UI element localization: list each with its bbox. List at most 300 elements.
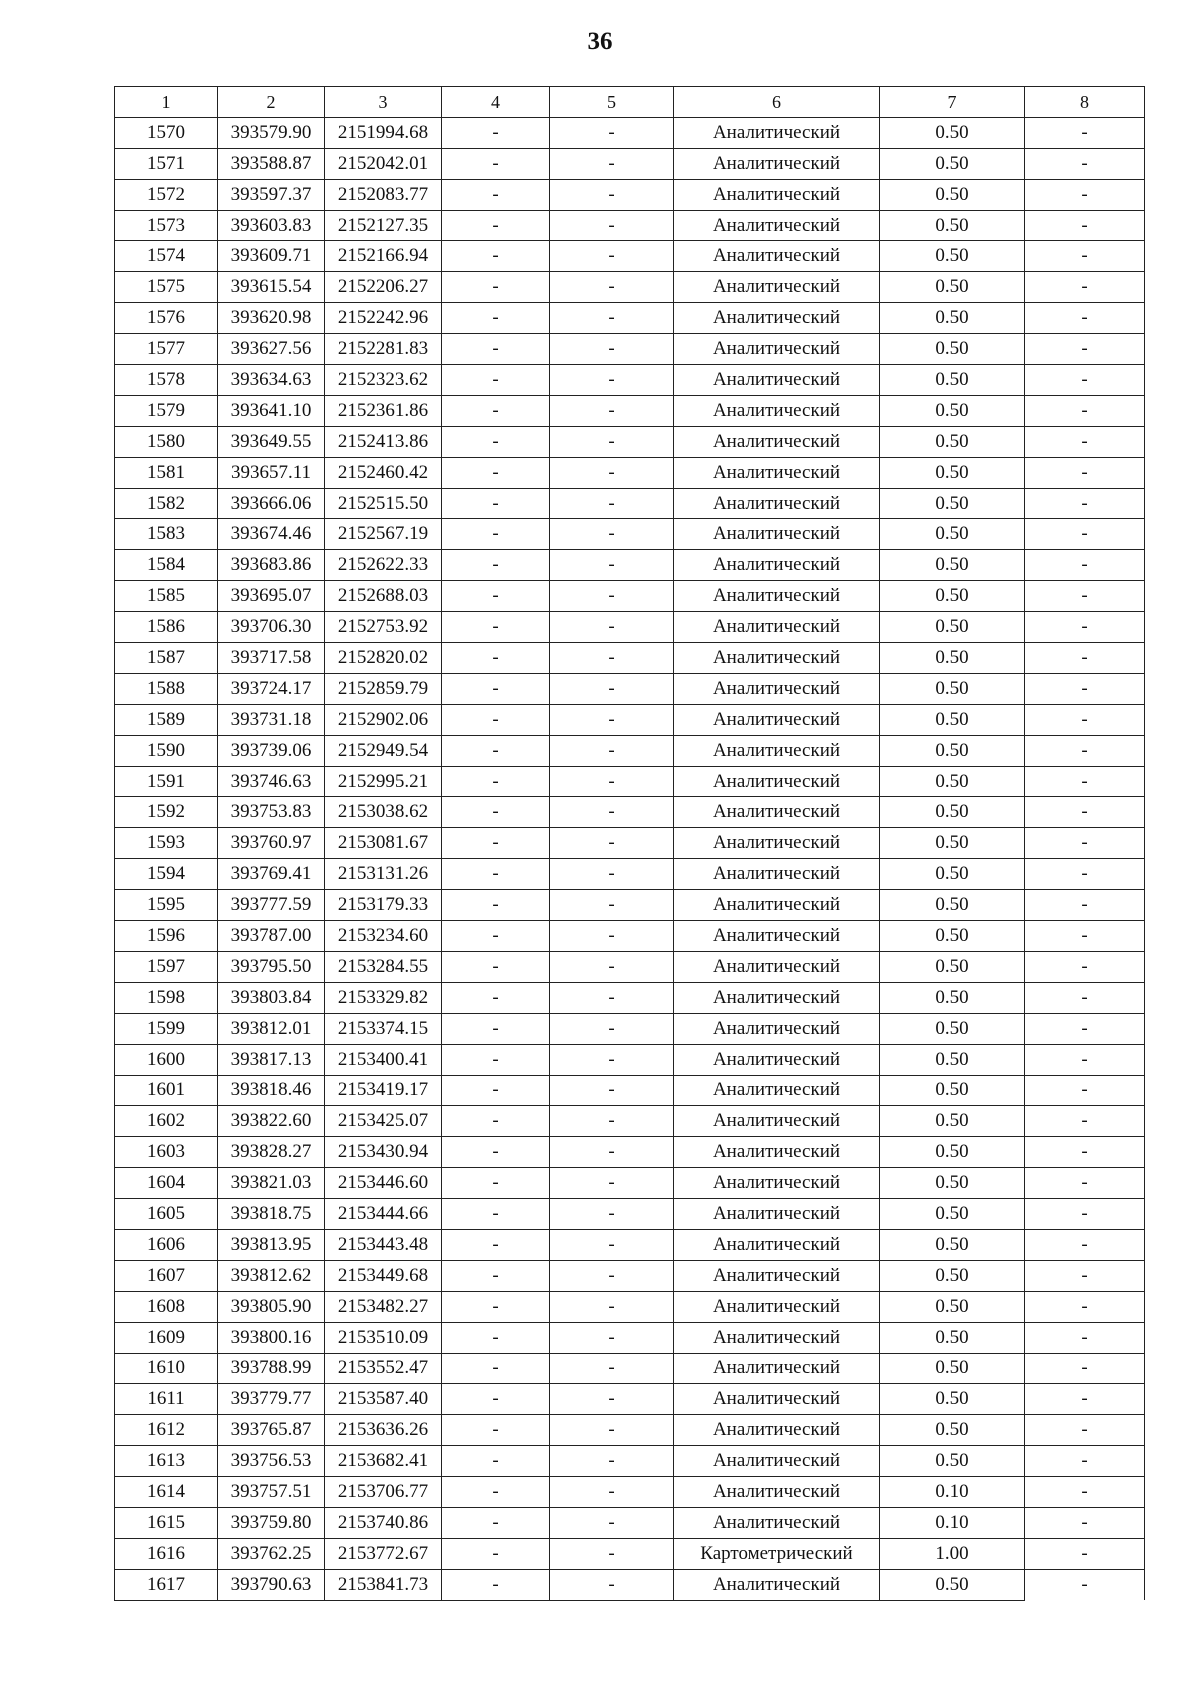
- col4-cell: -: [442, 272, 550, 303]
- x-coordinate-cell: 393762.25: [218, 1538, 325, 1569]
- col5-cell: -: [550, 1384, 674, 1415]
- col8-cell: -: [1025, 1229, 1145, 1260]
- accuracy-cell: 0.50: [880, 179, 1025, 210]
- x-coordinate-cell: 393805.90: [218, 1291, 325, 1322]
- x-coordinate-cell: 393790.63: [218, 1569, 325, 1600]
- table-row: [115, 1106, 1145, 1137]
- col8-cell: -: [1025, 921, 1145, 952]
- accuracy-cell: 0.50: [880, 272, 1025, 303]
- col8-cell: -: [1025, 1168, 1145, 1199]
- col8-cell: -: [1025, 859, 1145, 890]
- col5-cell: -: [550, 1075, 674, 1106]
- y-coordinate-cell: 2153772.67: [325, 1538, 442, 1569]
- table-row: [115, 550, 1145, 581]
- accuracy-cell: 0.50: [880, 828, 1025, 859]
- point-number-cell: 1581: [115, 457, 218, 488]
- method-cell: Аналитический: [674, 1260, 880, 1291]
- point-number-cell: 1591: [115, 766, 218, 797]
- x-coordinate-cell: 393674.46: [218, 519, 325, 550]
- accuracy-cell: 0.50: [880, 766, 1025, 797]
- col8-cell: -: [1025, 1384, 1145, 1415]
- accuracy-cell: 0.50: [880, 1044, 1025, 1075]
- col4-cell: -: [442, 1044, 550, 1075]
- y-coordinate-cell: 2152859.79: [325, 673, 442, 704]
- accuracy-cell: 0.50: [880, 673, 1025, 704]
- col5-cell: -: [550, 241, 674, 272]
- accuracy-cell: 0.50: [880, 395, 1025, 426]
- y-coordinate-cell: 2152567.19: [325, 519, 442, 550]
- col5-cell: -: [550, 488, 674, 519]
- table-row: [115, 704, 1145, 735]
- table-row: [115, 210, 1145, 241]
- col4-cell: -: [442, 1168, 550, 1199]
- accuracy-cell: 0.10: [880, 1507, 1025, 1538]
- y-coordinate-cell: 2152622.33: [325, 550, 442, 581]
- table-row: [115, 1260, 1145, 1291]
- method-cell: Аналитический: [674, 1569, 880, 1600]
- accuracy-cell: 0.50: [880, 890, 1025, 921]
- accuracy-cell: 0.50: [880, 921, 1025, 952]
- method-cell: Аналитический: [674, 426, 880, 457]
- table-row: [115, 1446, 1145, 1477]
- table-row: [115, 612, 1145, 643]
- col8-cell: -: [1025, 828, 1145, 859]
- method-cell: Аналитический: [674, 303, 880, 334]
- x-coordinate-cell: 393603.83: [218, 210, 325, 241]
- accuracy-cell: 0.50: [880, 612, 1025, 643]
- method-cell: Аналитический: [674, 179, 880, 210]
- col8-cell: -: [1025, 766, 1145, 797]
- col4-cell: -: [442, 1384, 550, 1415]
- point-number-cell: 1611: [115, 1384, 218, 1415]
- table-row: [115, 1075, 1145, 1106]
- x-coordinate-cell: 393821.03: [218, 1168, 325, 1199]
- accuracy-cell: 0.50: [880, 1075, 1025, 1106]
- col4-cell: -: [442, 612, 550, 643]
- col8-cell: -: [1025, 1477, 1145, 1508]
- table-row: [115, 457, 1145, 488]
- col5-cell: -: [550, 1044, 674, 1075]
- col4-cell: -: [442, 951, 550, 982]
- accuracy-cell: 0.50: [880, 1137, 1025, 1168]
- col5-cell: -: [550, 1260, 674, 1291]
- table-row: [115, 1384, 1145, 1415]
- accuracy-cell: 0.50: [880, 1446, 1025, 1477]
- col5-cell: -: [550, 1168, 674, 1199]
- point-number-cell: 1613: [115, 1446, 218, 1477]
- y-coordinate-cell: 2153682.41: [325, 1446, 442, 1477]
- point-number-cell: 1599: [115, 1013, 218, 1044]
- x-coordinate-cell: 393812.01: [218, 1013, 325, 1044]
- y-coordinate-cell: 2152902.06: [325, 704, 442, 735]
- y-coordinate-cell: 2153841.73: [325, 1569, 442, 1600]
- column-header: 7: [880, 87, 1025, 118]
- table-row: [115, 828, 1145, 859]
- method-cell: Аналитический: [674, 1013, 880, 1044]
- col4-cell: -: [442, 1353, 550, 1384]
- col4-cell: -: [442, 735, 550, 766]
- method-cell: Аналитический: [674, 581, 880, 612]
- method-cell: Аналитический: [674, 1168, 880, 1199]
- x-coordinate-cell: 393779.77: [218, 1384, 325, 1415]
- point-number-cell: 1610: [115, 1353, 218, 1384]
- col5-cell: -: [550, 117, 674, 148]
- col8-cell: -: [1025, 550, 1145, 581]
- table-row: [115, 982, 1145, 1013]
- point-number-cell: 1604: [115, 1168, 218, 1199]
- accuracy-cell: 0.50: [880, 457, 1025, 488]
- y-coordinate-cell: 2152127.35: [325, 210, 442, 241]
- col4-cell: -: [442, 766, 550, 797]
- table-row: [115, 1044, 1145, 1075]
- y-coordinate-cell: 2153131.26: [325, 859, 442, 890]
- table-row: [115, 951, 1145, 982]
- col5-cell: -: [550, 148, 674, 179]
- method-cell: Аналитический: [674, 488, 880, 519]
- y-coordinate-cell: 2152206.27: [325, 272, 442, 303]
- col5-cell: -: [550, 735, 674, 766]
- point-number-cell: 1578: [115, 365, 218, 396]
- accuracy-cell: 0.50: [880, 1569, 1025, 1600]
- col5-cell: -: [550, 951, 674, 982]
- point-number-cell: 1603: [115, 1137, 218, 1168]
- col4-cell: -: [442, 179, 550, 210]
- y-coordinate-cell: 2152515.50: [325, 488, 442, 519]
- accuracy-cell: 0.50: [880, 859, 1025, 890]
- accuracy-cell: 0.50: [880, 334, 1025, 365]
- x-coordinate-cell: 393706.30: [218, 612, 325, 643]
- method-cell: Аналитический: [674, 643, 880, 674]
- point-number-cell: 1575: [115, 272, 218, 303]
- method-cell: Аналитический: [674, 828, 880, 859]
- col4-cell: -: [442, 921, 550, 952]
- col5-cell: -: [550, 519, 674, 550]
- col4-cell: -: [442, 519, 550, 550]
- col4-cell: -: [442, 148, 550, 179]
- method-cell: Аналитический: [674, 1384, 880, 1415]
- y-coordinate-cell: 2153510.09: [325, 1322, 442, 1353]
- y-coordinate-cell: 2153443.48: [325, 1229, 442, 1260]
- y-coordinate-cell: 2153374.15: [325, 1013, 442, 1044]
- x-coordinate-cell: 393588.87: [218, 148, 325, 179]
- x-coordinate-cell: 393756.53: [218, 1446, 325, 1477]
- col8-cell: -: [1025, 303, 1145, 334]
- y-coordinate-cell: 2153430.94: [325, 1137, 442, 1168]
- table-row: [115, 890, 1145, 921]
- table-row: [115, 1199, 1145, 1230]
- col5-cell: -: [550, 1229, 674, 1260]
- col8-cell: -: [1025, 519, 1145, 550]
- y-coordinate-cell: 2152242.96: [325, 303, 442, 334]
- accuracy-cell: 0.50: [880, 303, 1025, 334]
- accuracy-cell: 0.50: [880, 241, 1025, 272]
- col5-cell: -: [550, 921, 674, 952]
- x-coordinate-cell: 393818.75: [218, 1199, 325, 1230]
- y-coordinate-cell: 2153587.40: [325, 1384, 442, 1415]
- col4-cell: -: [442, 1538, 550, 1569]
- column-header: 8: [1025, 87, 1145, 118]
- col4-cell: -: [442, 365, 550, 396]
- col4-cell: -: [442, 859, 550, 890]
- col8-cell: -: [1025, 457, 1145, 488]
- x-coordinate-cell: 393817.13: [218, 1044, 325, 1075]
- x-coordinate-cell: 393787.00: [218, 921, 325, 952]
- column-header: 2: [218, 87, 325, 118]
- accuracy-cell: 0.50: [880, 550, 1025, 581]
- point-number-cell: 1597: [115, 951, 218, 982]
- method-cell: Аналитический: [674, 982, 880, 1013]
- x-coordinate-cell: 393753.83: [218, 797, 325, 828]
- col4-cell: -: [442, 241, 550, 272]
- x-coordinate-cell: 393739.06: [218, 735, 325, 766]
- point-number-cell: 1576: [115, 303, 218, 334]
- col5-cell: -: [550, 179, 674, 210]
- method-cell: Аналитический: [674, 673, 880, 704]
- method-cell: Аналитический: [674, 1137, 880, 1168]
- col5-cell: -: [550, 1106, 674, 1137]
- y-coordinate-cell: 2153234.60: [325, 921, 442, 952]
- col4-cell: -: [442, 982, 550, 1013]
- point-number-cell: 1612: [115, 1415, 218, 1446]
- accuracy-cell: 0.50: [880, 951, 1025, 982]
- x-coordinate-cell: 393803.84: [218, 982, 325, 1013]
- table-row: [115, 179, 1145, 210]
- x-coordinate-cell: 393765.87: [218, 1415, 325, 1446]
- accuracy-cell: 0.50: [880, 1291, 1025, 1322]
- col8-cell: -: [1025, 210, 1145, 241]
- col4-cell: -: [442, 673, 550, 704]
- x-coordinate-cell: 393597.37: [218, 179, 325, 210]
- x-coordinate-cell: 393724.17: [218, 673, 325, 704]
- point-number-cell: 1592: [115, 797, 218, 828]
- table-row: [115, 334, 1145, 365]
- y-coordinate-cell: 2153449.68: [325, 1260, 442, 1291]
- point-number-cell: 1589: [115, 704, 218, 735]
- col8-cell: -: [1025, 334, 1145, 365]
- col4-cell: -: [442, 890, 550, 921]
- col4-cell: -: [442, 395, 550, 426]
- col4-cell: -: [442, 643, 550, 674]
- col4-cell: -: [442, 1322, 550, 1353]
- accuracy-cell: 0.50: [880, 704, 1025, 735]
- y-coordinate-cell: 2153284.55: [325, 951, 442, 982]
- x-coordinate-cell: 393579.90: [218, 117, 325, 148]
- method-cell: Аналитический: [674, 117, 880, 148]
- method-cell: Аналитический: [674, 951, 880, 982]
- col8-cell: -: [1025, 797, 1145, 828]
- col4-cell: -: [442, 797, 550, 828]
- col8-cell: -: [1025, 1260, 1145, 1291]
- col4-cell: -: [442, 1446, 550, 1477]
- column-header: 5: [550, 87, 674, 118]
- table-row: [115, 426, 1145, 457]
- col5-cell: -: [550, 612, 674, 643]
- point-number-cell: 1573: [115, 210, 218, 241]
- col8-cell: -: [1025, 1137, 1145, 1168]
- point-number-cell: 1570: [115, 117, 218, 148]
- table-row: [115, 766, 1145, 797]
- y-coordinate-cell: 2152995.21: [325, 766, 442, 797]
- col5-cell: -: [550, 334, 674, 365]
- col8-cell: -: [1025, 612, 1145, 643]
- point-number-cell: 1579: [115, 395, 218, 426]
- point-number-cell: 1572: [115, 179, 218, 210]
- page-number: 36: [587, 28, 613, 55]
- col8-cell: -: [1025, 735, 1145, 766]
- point-number-cell: 1598: [115, 982, 218, 1013]
- col8-cell: -: [1025, 1569, 1145, 1600]
- table-row: [115, 1291, 1145, 1322]
- accuracy-cell: 1.00: [880, 1538, 1025, 1569]
- y-coordinate-cell: 2152281.83: [325, 334, 442, 365]
- col5-cell: -: [550, 1199, 674, 1230]
- x-coordinate-cell: 393641.10: [218, 395, 325, 426]
- col4-cell: -: [442, 1137, 550, 1168]
- table-row: [115, 735, 1145, 766]
- point-number-cell: 1606: [115, 1229, 218, 1260]
- point-number-cell: 1580: [115, 426, 218, 457]
- col8-cell: -: [1025, 179, 1145, 210]
- table-row: [115, 272, 1145, 303]
- method-cell: Аналитический: [674, 1322, 880, 1353]
- col4-cell: -: [442, 550, 550, 581]
- table-row: [115, 1415, 1145, 1446]
- y-coordinate-cell: 2152949.54: [325, 735, 442, 766]
- col5-cell: -: [550, 1137, 674, 1168]
- accuracy-cell: 0.50: [880, 1199, 1025, 1230]
- point-number-cell: 1600: [115, 1044, 218, 1075]
- table-header-row: [115, 87, 1145, 118]
- col5-cell: -: [550, 365, 674, 396]
- point-number-cell: 1609: [115, 1322, 218, 1353]
- col5-cell: -: [550, 1013, 674, 1044]
- x-coordinate-cell: 393822.60: [218, 1106, 325, 1137]
- col4-cell: -: [442, 1477, 550, 1508]
- table-row: [115, 148, 1145, 179]
- table-row: [115, 1353, 1145, 1384]
- col5-cell: -: [550, 982, 674, 1013]
- table-row: [115, 1013, 1145, 1044]
- col8-cell: -: [1025, 982, 1145, 1013]
- col4-cell: -: [442, 1075, 550, 1106]
- method-cell: Аналитический: [674, 1477, 880, 1508]
- col5-cell: -: [550, 1291, 674, 1322]
- method-cell: Аналитический: [674, 1044, 880, 1075]
- col4-cell: -: [442, 704, 550, 735]
- y-coordinate-cell: 2152688.03: [325, 581, 442, 612]
- y-coordinate-cell: 2151994.68: [325, 117, 442, 148]
- x-coordinate-cell: 393769.41: [218, 859, 325, 890]
- x-coordinate-cell: 393683.86: [218, 550, 325, 581]
- method-cell: Аналитический: [674, 1353, 880, 1384]
- col8-cell: -: [1025, 951, 1145, 982]
- accuracy-cell: 0.50: [880, 365, 1025, 396]
- x-coordinate-cell: 393800.16: [218, 1322, 325, 1353]
- col4-cell: -: [442, 1199, 550, 1230]
- col5-cell: -: [550, 890, 674, 921]
- accuracy-cell: 0.50: [880, 426, 1025, 457]
- y-coordinate-cell: 2153425.07: [325, 1106, 442, 1137]
- table-row: [115, 1538, 1145, 1569]
- col5-cell: -: [550, 797, 674, 828]
- x-coordinate-cell: 393788.99: [218, 1353, 325, 1384]
- table-row: [115, 395, 1145, 426]
- col5-cell: -: [550, 395, 674, 426]
- point-number-cell: 1593: [115, 828, 218, 859]
- point-number-cell: 1602: [115, 1106, 218, 1137]
- method-cell: Аналитический: [674, 797, 880, 828]
- col8-cell: -: [1025, 1291, 1145, 1322]
- y-coordinate-cell: 2153446.60: [325, 1168, 442, 1199]
- col8-cell: -: [1025, 643, 1145, 674]
- point-number-cell: 1583: [115, 519, 218, 550]
- col8-cell: -: [1025, 272, 1145, 303]
- x-coordinate-cell: 393649.55: [218, 426, 325, 457]
- point-number-cell: 1585: [115, 581, 218, 612]
- col8-cell: -: [1025, 1415, 1145, 1446]
- accuracy-cell: 0.50: [880, 519, 1025, 550]
- point-number-cell: 1601: [115, 1075, 218, 1106]
- accuracy-cell: 0.50: [880, 1353, 1025, 1384]
- table-row: [115, 581, 1145, 612]
- accuracy-cell: 0.50: [880, 210, 1025, 241]
- point-number-cell: 1587: [115, 643, 218, 674]
- col5-cell: -: [550, 704, 674, 735]
- method-cell: Аналитический: [674, 272, 880, 303]
- col5-cell: -: [550, 426, 674, 457]
- x-coordinate-cell: 393634.63: [218, 365, 325, 396]
- table-row: [115, 1507, 1145, 1538]
- col5-cell: -: [550, 1415, 674, 1446]
- point-number-cell: 1590: [115, 735, 218, 766]
- x-coordinate-cell: 393731.18: [218, 704, 325, 735]
- point-number-cell: 1577: [115, 334, 218, 365]
- y-coordinate-cell: 2153636.26: [325, 1415, 442, 1446]
- col5-cell: -: [550, 1477, 674, 1508]
- x-coordinate-cell: 393746.63: [218, 766, 325, 797]
- table-row: [115, 673, 1145, 704]
- accuracy-cell: 0.50: [880, 581, 1025, 612]
- accuracy-cell: 0.50: [880, 488, 1025, 519]
- accuracy-cell: 0.50: [880, 735, 1025, 766]
- point-number-cell: 1608: [115, 1291, 218, 1322]
- method-cell: Аналитический: [674, 766, 880, 797]
- y-coordinate-cell: 2153179.33: [325, 890, 442, 921]
- x-coordinate-cell: 393759.80: [218, 1507, 325, 1538]
- col5-cell: -: [550, 1538, 674, 1569]
- table-row: [115, 859, 1145, 890]
- accuracy-cell: 0.50: [880, 1415, 1025, 1446]
- accuracy-cell: 0.50: [880, 148, 1025, 179]
- col5-cell: -: [550, 673, 674, 704]
- col5-cell: -: [550, 550, 674, 581]
- method-cell: Аналитический: [674, 859, 880, 890]
- accuracy-cell: 0.50: [880, 1106, 1025, 1137]
- col8-cell: -: [1025, 1199, 1145, 1230]
- method-cell: Аналитический: [674, 395, 880, 426]
- y-coordinate-cell: 2152361.86: [325, 395, 442, 426]
- table-row: [115, 1322, 1145, 1353]
- method-cell: Аналитический: [674, 704, 880, 735]
- point-number-cell: 1615: [115, 1507, 218, 1538]
- col5-cell: -: [550, 766, 674, 797]
- col5-cell: -: [550, 272, 674, 303]
- col5-cell: -: [550, 210, 674, 241]
- x-coordinate-cell: 393813.95: [218, 1229, 325, 1260]
- table-row: [115, 1137, 1145, 1168]
- col8-cell: -: [1025, 117, 1145, 148]
- col5-cell: -: [550, 1446, 674, 1477]
